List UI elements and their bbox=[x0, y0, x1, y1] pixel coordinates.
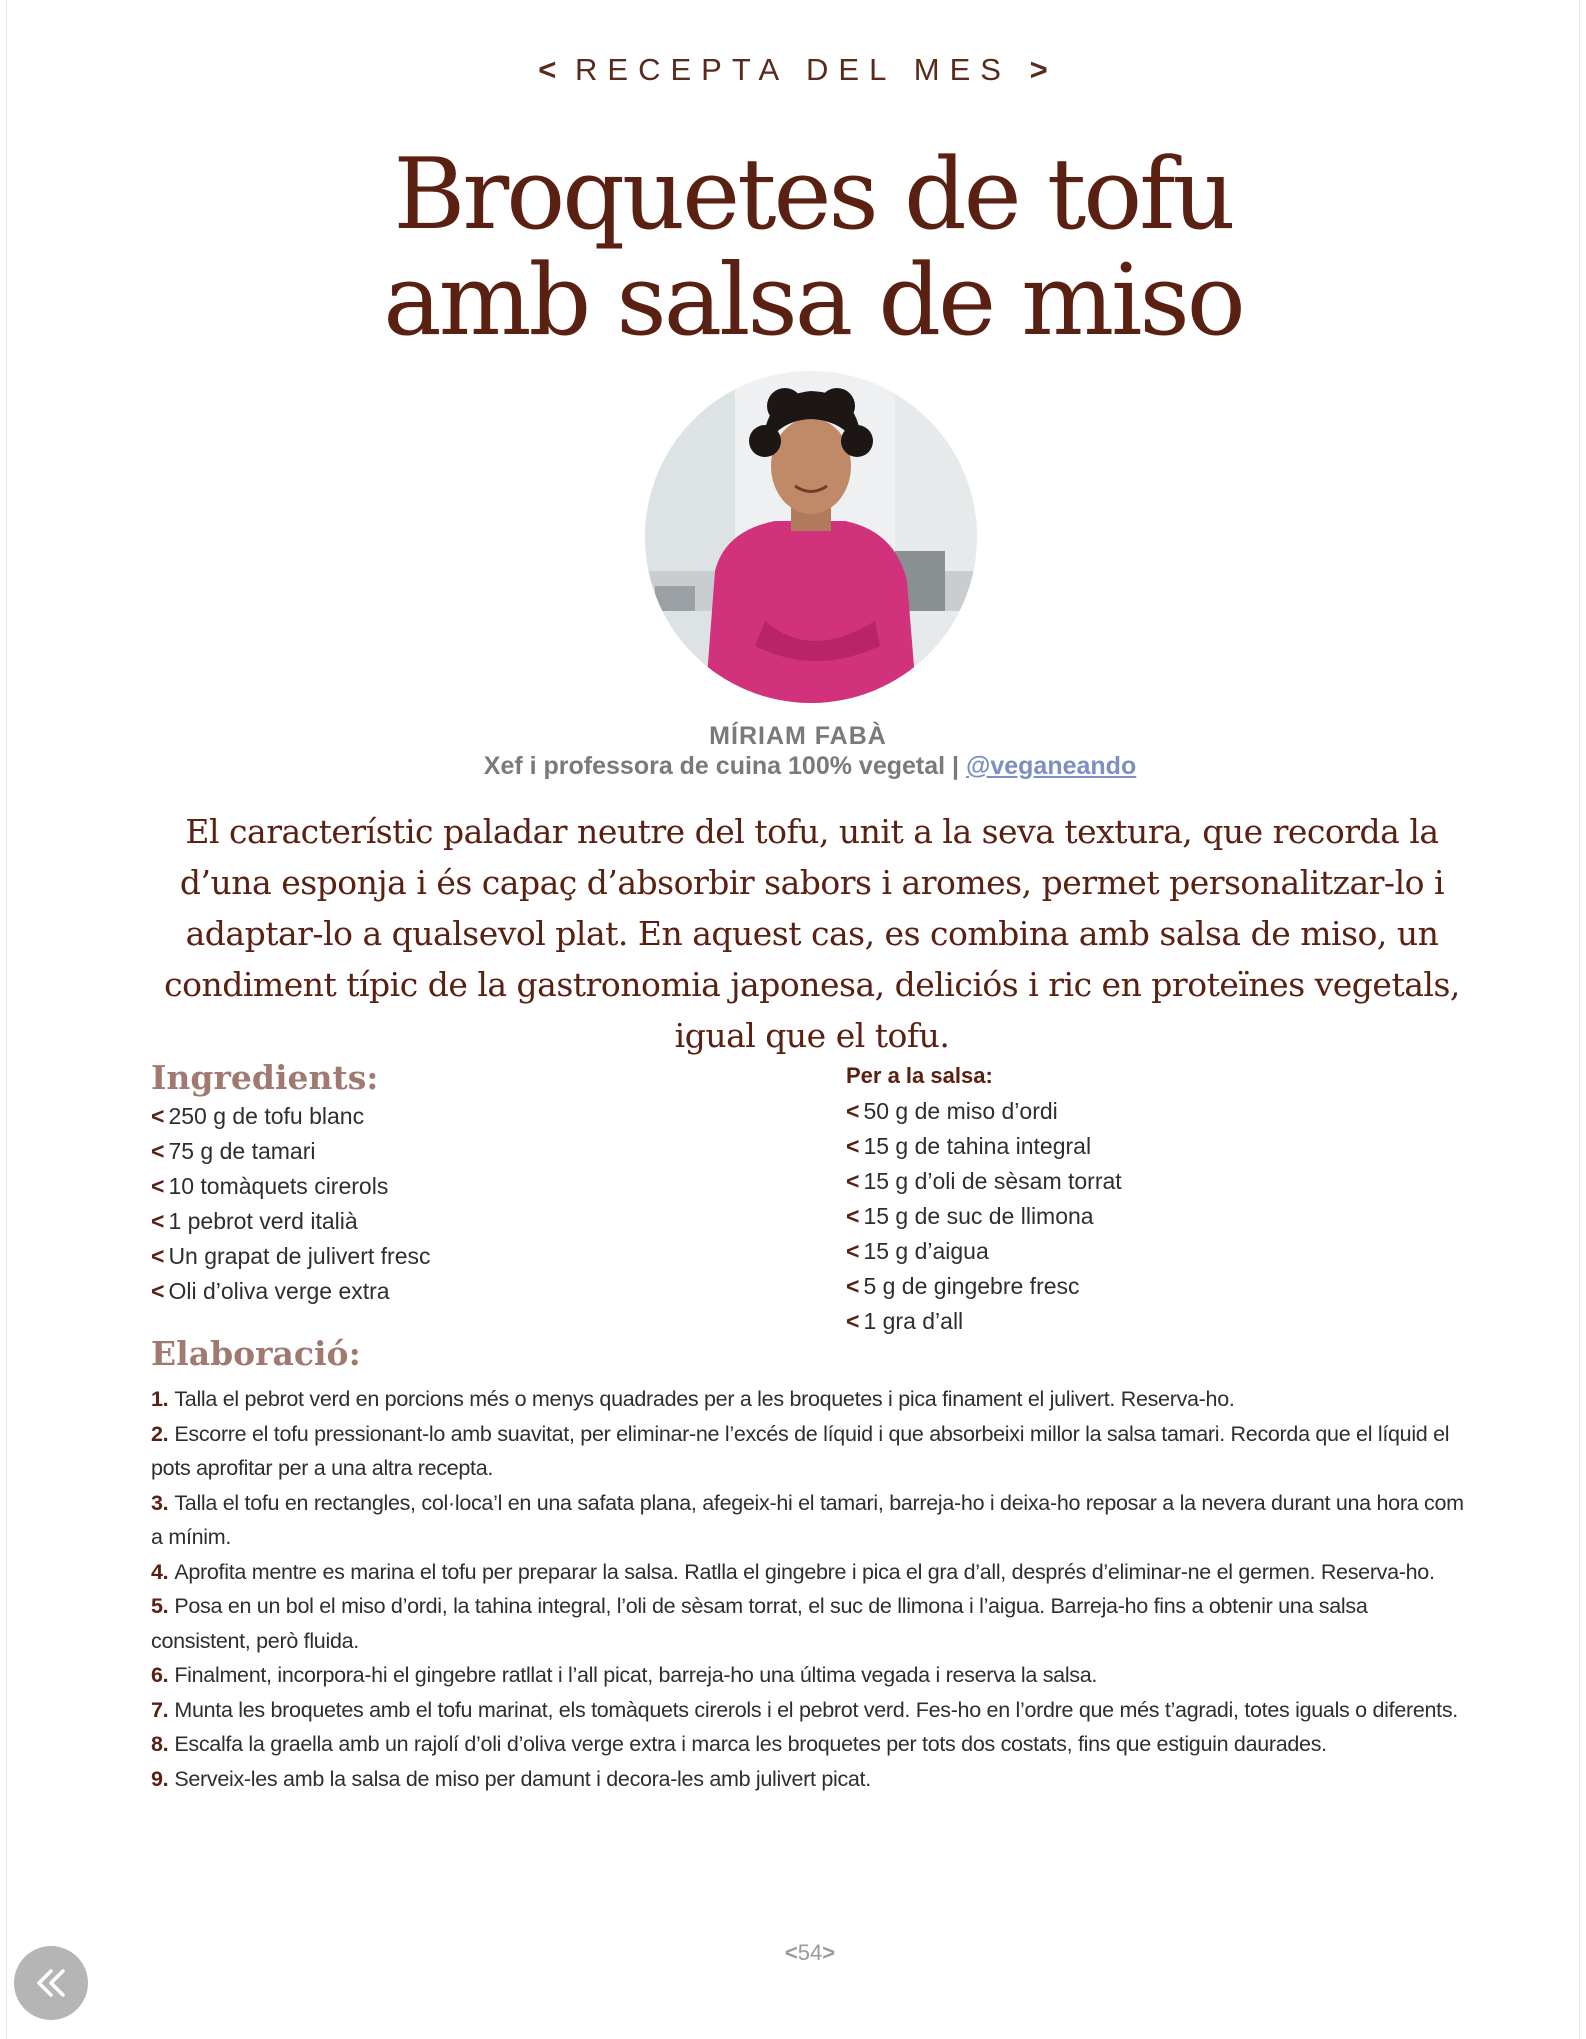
step-item: 7. Munta les broquetes amb el tofu marinat, els tomàquets cirerols i el pebrot verd. Fes-ho en l’ordre que més t’agradi, totes iguals o diferents. bbox=[151, 1697, 1458, 1722]
chevron-left-icon: < bbox=[784, 1940, 798, 1965]
step-item: 1. Talla el pebrot verd en porcions més o menys quadrades per a les broquetes i pica finament el julivert. Reserva-ho. bbox=[151, 1387, 1235, 1411]
chevron-left-icon: < bbox=[151, 1138, 165, 1164]
ingredients-heading: Ingredients: bbox=[151, 1058, 379, 1097]
author-role-text: Xef i professora de cuina 100% vegetal | bbox=[483, 752, 960, 780]
sauce-list bbox=[846, 1094, 1122, 1339]
chevron-left-icon: < bbox=[846, 1168, 860, 1194]
list-item: < 15 g d’oli de sèsam torrat bbox=[846, 1168, 1122, 1194]
list-item: < 5 g de gingebre fresc bbox=[846, 1273, 1080, 1299]
chevron-left-icon: < bbox=[846, 1133, 860, 1159]
chevron-right-icon: > bbox=[1029, 52, 1048, 87]
chevron-left-icon: < bbox=[846, 1203, 860, 1229]
step-item: 9. Serveix-les amb la salsa de miso per damunt i decora-les amb julivert picat. bbox=[151, 1766, 871, 1791]
chevron-left-icon: < bbox=[151, 1278, 165, 1304]
step-item: 6. Finalment, incorpora-hi el gingebre ratllat i l’all picat, barreja-ho una última vegada i reserva la salsa. bbox=[151, 1663, 1098, 1687]
page-number bbox=[0, 1940, 1586, 1966]
step-item: 2. Escorre el tofu pressionant-lo amb suavitat, per eliminar-ne l’excés de líquid i que absorbeixi millor la salsa tamari. Recorda que el líquid el pots aprofitar per a una altra recepta. bbox=[151, 1421, 1450, 1480]
chevron-left-icon: < bbox=[538, 52, 557, 87]
step-item: 4. Aprofita mentre es marina el tofu per preparar la salsa. Ratlla el gingebre i pica el gra d’all, després d’eliminar-ne el germen. Reserva-ho. bbox=[151, 1559, 1435, 1584]
page-number-text: 54 bbox=[797, 1940, 823, 1965]
section-label bbox=[0, 52, 1586, 88]
recipe-title-line-2: amb salsa de miso bbox=[383, 244, 1243, 358]
recipe-title-line-1: Broquetes de tofu bbox=[393, 138, 1233, 252]
chevron-right-icon: > bbox=[822, 1940, 836, 1965]
chevron-left-icon: < bbox=[846, 1308, 860, 1334]
preparation-steps bbox=[151, 1382, 1471, 1796]
list-item: < Un grapat de julivert fresc bbox=[151, 1243, 431, 1269]
chevron-left-icon: < bbox=[846, 1273, 860, 1299]
chevron-left-icon: < bbox=[846, 1238, 860, 1264]
preparation-heading: Elaboració: bbox=[151, 1334, 361, 1373]
chevron-left-icon: < bbox=[151, 1243, 165, 1269]
list-item: < 250 g de tofu blanc bbox=[151, 1103, 365, 1129]
chevron-left-icon: < bbox=[151, 1173, 165, 1199]
list-item: < 50 g de miso d’ordi bbox=[846, 1098, 1058, 1124]
step-item: 3. Talla el tofu en rectangles, col·loca’l en una safata plana, afegeix-hi el tamari, barreja-ho i deixa-ho reposar a la nevera durant una hora com a mínim. bbox=[151, 1490, 1464, 1549]
list-item: < 15 g de suc de llimona bbox=[846, 1203, 1094, 1229]
list-item: < 1 gra d’all bbox=[846, 1308, 964, 1334]
list-item: < 15 g d’aigua bbox=[846, 1238, 989, 1264]
sauce-heading: Per a la salsa: bbox=[846, 1063, 993, 1088]
chevron-left-icon: < bbox=[846, 1098, 860, 1124]
list-item: < 1 pebrot verd italià bbox=[151, 1208, 358, 1234]
author-photo bbox=[645, 371, 977, 703]
author-name: MÍRIAM FABÀ bbox=[709, 722, 887, 750]
chevron-left-icon: < bbox=[151, 1208, 165, 1234]
recipe-title bbox=[0, 138, 1586, 358]
back-button[interactable] bbox=[14, 1946, 88, 2020]
chevron-left-icon: < bbox=[151, 1103, 165, 1129]
section-label-text: RECEPTA DEL MES bbox=[575, 52, 1011, 87]
author-role bbox=[0, 752, 1586, 781]
list-item: < 10 tomàquets cirerols bbox=[151, 1173, 389, 1199]
intro-paragraph: El característic paladar neutre del tofu, unit a la seva textura, que recorda la d’una esponja i és capaç d’absorbir sabors i aromes, permet personalitzar-lo i adaptar-lo a qualsevol plat. En aquest cas, es combina amb salsa de miso, un condiment típic de la gastronomia japonesa, deliciós i ric en proteïnes vegetals, igual que el tofu. bbox=[164, 812, 1460, 1055]
step-item: 8. Escalfa la graella amb un rajolí d’oli d’oliva verge extra i marca les broquetes per tots dos costats, fins que estiguin daurades. bbox=[151, 1732, 1327, 1756]
list-item: < 75 g de tamari bbox=[151, 1138, 316, 1164]
double-chevron-left-icon bbox=[31, 1963, 71, 2003]
list-item: < Oli d’oliva verge extra bbox=[151, 1278, 390, 1304]
list-item: < 15 g de tahina integral bbox=[846, 1133, 1092, 1159]
ingredients-list bbox=[151, 1099, 431, 1309]
author-social-handle-link[interactable]: @veganeando bbox=[965, 752, 1137, 780]
step-item: 5. Posa en un bol el miso d’ordi, la tahina integral, l’oli de sèsam torrat, el suc de llimona i l’aigua. Barreja-ho fins a obtenir una salsa consistent, però fluida. bbox=[151, 1594, 1368, 1653]
